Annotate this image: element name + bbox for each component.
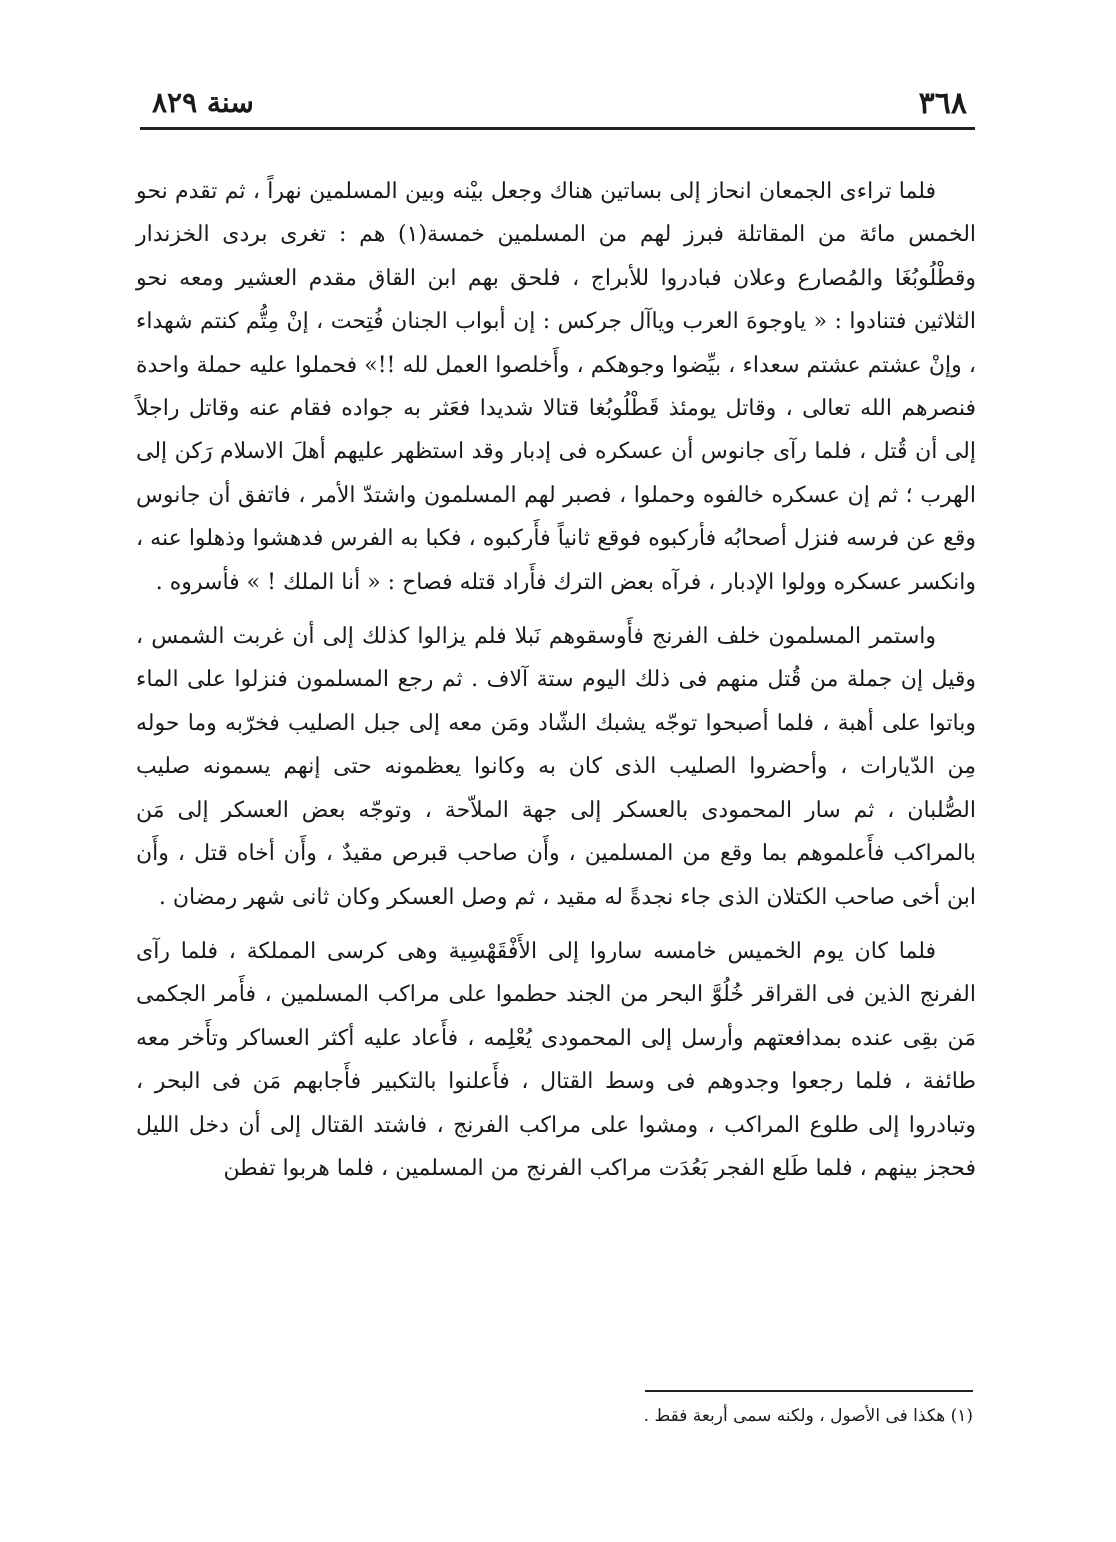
running-title: سنة ٨٢٩	[152, 86, 254, 119]
paragraph: فلما تراءى الجمعان انحاز إلى بساتين هناك وجعل بيْنه وبين المسلمين نهراً ، ثم تقدم نحو الخمس مائة من المقاتلة فبرز لهم من المسلمين خمسة(١) هم : تغرى بردى الخزندار وقطْلُوبُغَا والمُصارع وعلان فبادروا للأبراج ، فلحق بهم ابن القاق مقدم العشير ومعه نحو الثلاثين فتنادوا : « ياوجوهَ العرب وياآل جركس : إن أبواب الجنان فُتِحت ، إنْ مِتُّم كنتم شهداء ، وإنْ عشتم عشتم سعداء ، بيِّضوا وجوهكم ، وأَخلصوا العمل لله !!» فحملوا عليه حملة واحدة فنصرهم الله تعالى ، وقاتل يومئذ قَطْلُوبُغا قتالا شديدا فعَثر به جواده فقام عنه وقاتل راجلاً إلى أن قُتل ، فلما رآى جانوس أن عسكره فى إدبار وقد استظهر عليهم أهلَ الاسلام رَكن إلى الهرب ؛ ثم إن عسكره خالفوه وحملوا ، فصبر لهم المسلمون واشتدّ الأمر ، فاتفق أن جانوس وقع عن فرسه فنزل أصحابُه فأركبوه فوقع ثانياً فأَركبوه ، فكبا به الفرس فدهشوا وذهلوا عنه ، وانكسر عسكره وولوا الإدبار ، فرآه بعض الترك فأَراد قتله فصاح : « أنا الملك ! » فأسروه .	[136, 179, 977, 595]
page-number: ٣٦٨	[918, 86, 967, 121]
paragraph: واستمر المسلمون خلف الفرنج فأَوسقوهم نَبلا فلم يزالوا كذلك إلى أن غربت الشمس ، وقيل إن جملة من قُتل منهم فى ذلك اليوم ستة آلاف . ثم رجع المسلمون فنزلوا على الماء وباتوا على أهبة ، فلما أصبحوا توجّه يشبك الشّاد ومَن معه إلى جبل الصليب فخرّبه وما حوله مِن الدّيارات ، وأحضروا الصليب الذى كان به وكانوا يعظمونه حتى إنهم يسمونه صليب الصُّلبان ، ثم سار المحمودى بالعسكر إلى جهة الملاّحة ، وتوجّه بعض العسكر إلى مَن بالمراكب فأَعلموهم بما وقع من المسلمين ، وأَن صاحب قبرص مقيدٌ ، وأَن أخاه قتل ، وأَن ابن أخى صاحب الكتلان الذى جاء نجدةً له مقيد ، ثم وصل العسكر وكان ثانى شهر رمضان .	[136, 624, 976, 910]
page-header	[140, 86, 975, 126]
header-rule	[140, 127, 975, 130]
footnote-rule	[645, 1390, 973, 1392]
paragraph: فلما كان يوم الخميس خامسه ساروا إلى الأَفْقَهْسِية وهى كرسى المملكة ، فلما رآى الفرنج الذين فى القراقر خُلُوَّ البحر من الجند حطموا على مراكب المسلمين ، فأَمر الجكمى مَن بقِى عنده بمدافعتهم وأرسل إلى المحمودى يُعْلِمه ، فأَعاد عليه أكثر العساكر وتأَخر معه طائفة ، فلما رجعوا وجدوهم فى وسط القتال ، فأَعلنوا بالتكبير فأَجابهم مَن فى البحر ، وتبادروا إلى طلوع المراكب ، ومشوا على مراكب الفرنج ، فاشتد القتال إلى أن دخل الليل فحجز بينهم ، فلما طَلع الفجر بَعُدَت مراكب الفرنج من المسلمين ، فلما هربوا تفطن	[136, 938, 976, 1181]
main-text	[136, 170, 976, 1190]
footnote: (١) هكذا فى الأصول ، ولكنه سمى أربعة فقط .	[643, 1406, 973, 1426]
